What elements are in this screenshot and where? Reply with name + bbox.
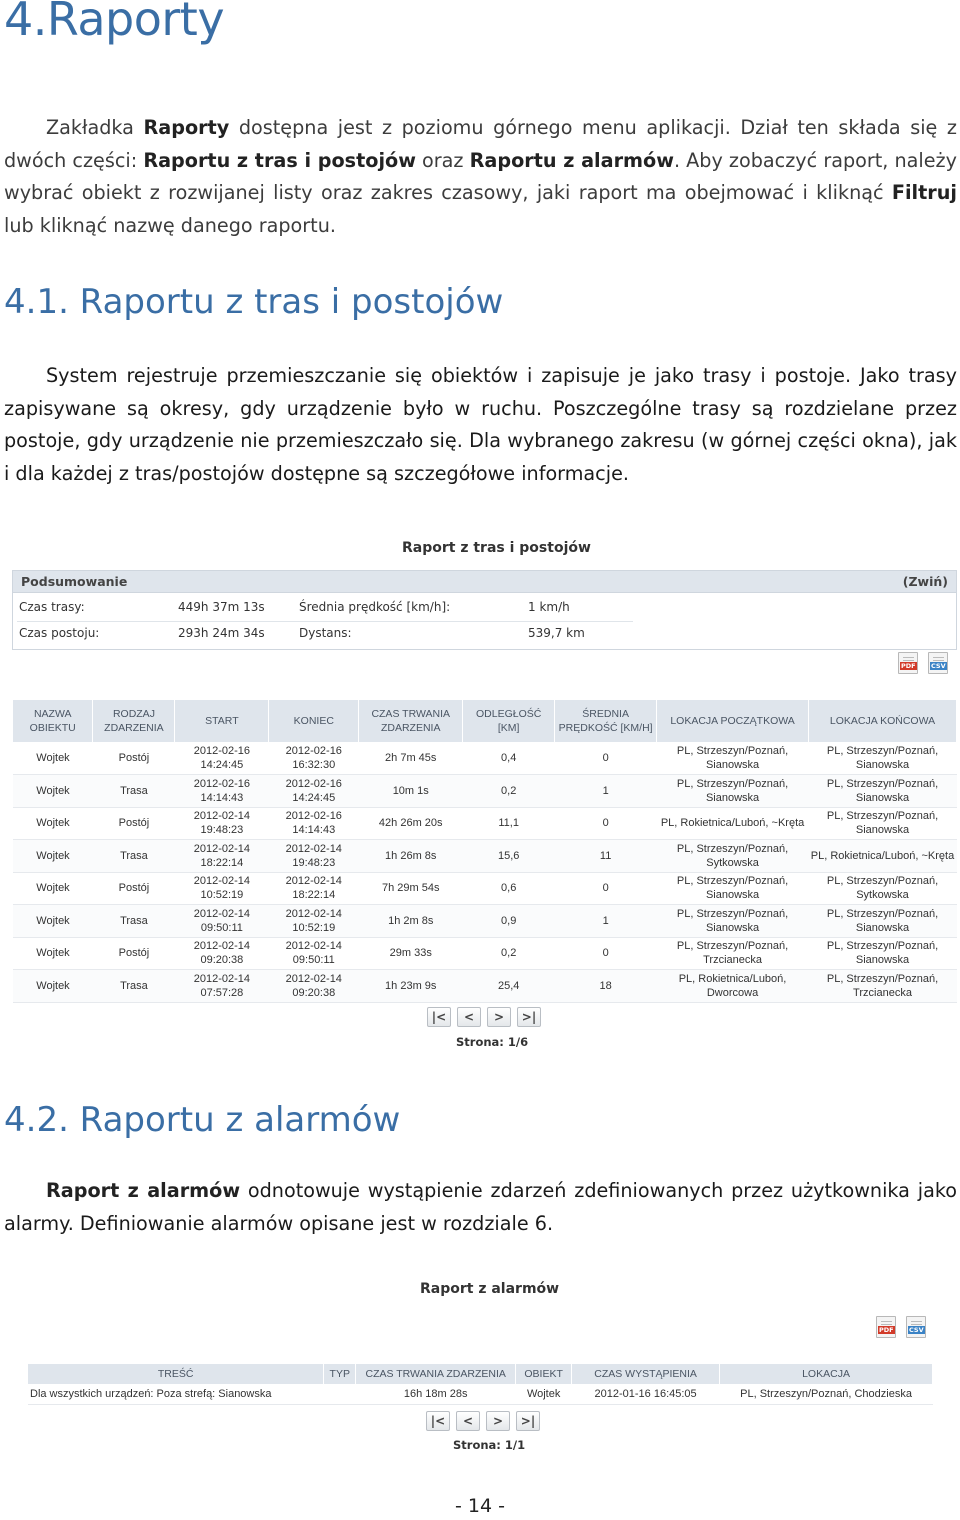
section-2-heading: 4.2. Raportu z alarmów [4, 1100, 401, 1140]
table-cell: 29m 33s [359, 937, 463, 970]
table-cell: 2012-02-14 10:52:19 [269, 905, 359, 938]
table-cell: PL, Strzeszyn/Poznań, Sianowska [809, 937, 957, 970]
table-cell: 2012-02-16 16:32:30 [269, 742, 359, 775]
summary-title: Podsumowanie [21, 574, 128, 589]
table-cell: 0 [555, 742, 657, 775]
table-cell: 2012-02-14 07:57:28 [175, 970, 269, 1003]
table-cell: 2012-02-16 14:14:43 [175, 775, 269, 808]
col-typ[interactable]: TYP [324, 1364, 356, 1384]
table-cell: 2012-02-16 14:14:43 [269, 807, 359, 840]
table-cell: PL, Strzeszyn/Poznań, Sianowska [657, 872, 809, 905]
table-cell: 0,9 [463, 905, 555, 938]
table-cell: PL, Strzeszyn/Poznań, Trzcianecka [809, 970, 957, 1003]
summary-czas-postoju-value: 293h 24m 34s [178, 626, 265, 640]
first-page-button[interactable]: |< [426, 1411, 450, 1431]
intro-text-1: Zakładka [46, 116, 144, 139]
table-cell: Dla wszystkich urządzeń: Poza strefą: Sianowska [28, 1384, 324, 1404]
table-cell: Wojtek [516, 1384, 572, 1404]
table-cell: Wojtek [13, 872, 93, 905]
table-cell: 0,4 [463, 742, 555, 775]
page-heading: 4.Raporty [4, 0, 225, 46]
routes-table [13, 700, 957, 1003]
table-cell: 1h 2m 8s [359, 905, 463, 938]
table-cell: PL, Strzeszyn/Poznań, Sianowska [657, 742, 809, 775]
table-cell: 2012-02-14 19:48:23 [175, 807, 269, 840]
table-cell: PL, Rokietnica/Luboń, ~Kręta [809, 840, 957, 873]
table-cell: 2012-02-14 18:22:14 [269, 872, 359, 905]
table-cell: PL, Strzeszyn/Poznań, Sianowska [809, 742, 957, 775]
col-obiekt[interactable]: OBIEKT [516, 1364, 572, 1384]
table-cell: Postój [93, 742, 175, 775]
table-cell: 2h 7m 45s [359, 742, 463, 775]
table-cell: 2012-02-16 14:24:45 [175, 742, 269, 775]
table-row[interactable] [13, 872, 957, 905]
table-cell: 1h 26m 8s [359, 840, 463, 873]
next-page-button[interactable]: > [487, 1007, 511, 1027]
last-page-button[interactable]: >| [517, 1007, 541, 1027]
col-srednia[interactable]: ŚREDNIA PRĘDKOŚĆ [KM/H] [555, 700, 657, 742]
alarms-table [28, 1364, 933, 1405]
intro-bold-2: Raportu z tras i postojów [143, 148, 416, 172]
summary-panel [12, 570, 957, 650]
col-lokacja-pocz[interactable]: LOKACJA POCZĄTKOWA [657, 700, 809, 742]
summary-czas-trasy-value: 449h 37m 13s [178, 600, 265, 614]
intro-text-5: lub kliknąć nazwę danego raportu. [4, 213, 336, 237]
col-nazwa[interactable]: NAZWA OBIEKTU [13, 700, 93, 742]
table-cell: 15,6 [463, 840, 555, 873]
table-cell: 0 [555, 807, 657, 840]
page-number: - 14 - [455, 1495, 505, 1517]
table-cell: 1h 23m 9s [359, 970, 463, 1003]
table-cell: 1 [555, 905, 657, 938]
section-1-heading: 4.1. Raportu z tras i postojów [4, 282, 504, 322]
table-cell: 2012-02-14 19:48:23 [269, 840, 359, 873]
col-koniec[interactable]: KONIEC [269, 700, 359, 742]
routes-page-label: Strona: 1/6 [456, 1035, 529, 1049]
table-cell: 2012-02-14 10:52:19 [175, 872, 269, 905]
next-page-button[interactable]: > [486, 1411, 510, 1431]
table-cell: 0,6 [463, 872, 555, 905]
col-start[interactable]: START [175, 700, 269, 742]
routes-pager [427, 1007, 541, 1027]
pdf-icon[interactable] [876, 1316, 896, 1338]
table-cell: Trasa [93, 840, 175, 873]
table-row[interactable] [13, 970, 957, 1003]
report-2-title: Raport z alarmów [420, 1281, 560, 1297]
col-czas-wystapienia[interactable]: CZAS WYSTĄPIENIA [572, 1364, 720, 1384]
table-cell: Postój [93, 872, 175, 905]
collapse-link[interactable]: (Zwiń) [902, 574, 948, 589]
intro-text-2: dostępna jest z poziomu górnego menu aplikacji. Dział ten składa się z dwóch części: [4, 116, 957, 172]
table-cell: PL, Strzeszyn/Poznań, Chodzieska [720, 1384, 933, 1404]
col-rodzaj[interactable]: RODZAJ ZDARZENIA [93, 700, 175, 742]
table-row[interactable] [13, 775, 957, 808]
intro-bold-4: Filtruj [891, 181, 957, 204]
table-cell: Trasa [93, 775, 175, 808]
table-row[interactable] [13, 742, 957, 775]
table-cell: 10m 1s [359, 775, 463, 808]
table-cell [324, 1384, 356, 1404]
table-cell: 2012-02-14 09:20:38 [269, 970, 359, 1003]
pdf-icon[interactable] [898, 652, 918, 674]
col-tresc[interactable]: TREŚĆ [28, 1364, 324, 1384]
section-2-text: odnotowuje wystąpienie zdarzeń zdefiniowanych przez użytkownika jako alarmy. Definiowanie alarmów opisane jest w rozdziale 6. [4, 1179, 957, 1235]
table-cell: PL, Strzeszyn/Poznań, Sianowska [809, 905, 957, 938]
summary-dystans-value: 539,7 km [528, 626, 585, 640]
summary-czas-postoju-label: Czas postoju: [19, 626, 100, 640]
intro-bold-1: Raporty [143, 116, 230, 139]
prev-page-button[interactable]: < [456, 1411, 480, 1431]
pdf-icon-label: PDF [901, 662, 916, 670]
section-2-bold: Raport z alarmów [46, 1179, 241, 1202]
table-cell: 2012-02-16 14:24:45 [269, 775, 359, 808]
table-cell: Postój [93, 937, 175, 970]
summary-czas-trasy-label: Czas trasy: [19, 600, 85, 614]
table-cell: Wojtek [13, 937, 93, 970]
table-cell: PL, Strzeszyn/Poznań, Trzcianecka [657, 937, 809, 970]
table-cell: 7h 29m 54s [359, 872, 463, 905]
table-cell: Wojtek [13, 775, 93, 808]
table-row[interactable] [28, 1384, 933, 1404]
table-cell: PL, Strzeszyn/Poznań, Sytkowska [809, 872, 957, 905]
table-row[interactable] [13, 905, 957, 938]
table-row[interactable] [13, 807, 957, 840]
table-cell: Wojtek [13, 905, 93, 938]
table-cell: 2012-01-16 16:45:05 [572, 1384, 720, 1404]
table-cell: 0,2 [463, 937, 555, 970]
summary-header [13, 571, 956, 593]
table-cell: 18 [555, 970, 657, 1003]
table-cell: PL, Strzeszyn/Poznań, Sianowska [657, 905, 809, 938]
csv-icon[interactable] [906, 1316, 926, 1338]
table-row[interactable] [13, 840, 957, 873]
intro-text-3: oraz [415, 148, 470, 172]
table-cell: 2012-02-14 09:20:38 [175, 937, 269, 970]
alarms-page-label: Strona: 1/1 [453, 1438, 526, 1452]
csv-icon-label: CSV [909, 1326, 924, 1334]
table-cell: Postój [93, 807, 175, 840]
table-cell: PL, Strzeszyn/Poznań, Sytkowska [657, 840, 809, 873]
col-lokacja[interactable]: LOKACJA [720, 1364, 933, 1384]
section-1-paragraph [4, 360, 957, 490]
table-cell: 2012-02-14 09:50:11 [175, 905, 269, 938]
table-cell: PL, Strzeszyn/Poznań, Sianowska [809, 775, 957, 808]
table-cell: 1 [555, 775, 657, 808]
alarms-table-header [28, 1364, 933, 1384]
table-cell: PL, Strzeszyn/Poznań, Sianowska [809, 807, 957, 840]
intro-paragraph [4, 112, 957, 242]
table-cell: 0,2 [463, 775, 555, 808]
table-cell: PL, Strzeszyn/Poznań, Sianowska [657, 775, 809, 808]
summary-dystans-label: Dystans: [299, 626, 352, 640]
table-cell: 0 [555, 872, 657, 905]
prev-page-button[interactable]: < [457, 1007, 481, 1027]
table-cell: Wojtek [13, 970, 93, 1003]
intro-bold-3: Raportu z alarmów [469, 148, 674, 172]
table-cell: 11 [555, 840, 657, 873]
report-1-title: Raport z tras i postojów [402, 540, 591, 556]
routes-table-header [13, 700, 957, 742]
pdf-icon-label: PDF [879, 1326, 894, 1334]
table-cell: 0 [555, 937, 657, 970]
table-cell: 2012-02-14 18:22:14 [175, 840, 269, 873]
table-cell: 11,1 [463, 807, 555, 840]
intro-text-4: . Aby zobaczyć raport, należy wybrać obiekt z rozwijanej listy oraz zakres czasowy, jaki raport ma obejmować i kliknąć [4, 148, 957, 204]
table-cell: Wojtek [13, 742, 93, 775]
table-cell: Trasa [93, 970, 175, 1003]
last-page-button[interactable]: >| [516, 1411, 540, 1431]
table-row[interactable] [13, 937, 957, 970]
table-cell: 16h 18m 28s [356, 1384, 516, 1404]
table-cell: 42h 26m 20s [359, 807, 463, 840]
first-page-button[interactable]: |< [427, 1007, 451, 1027]
col-odleglosc[interactable]: ODLEGŁOŚĆ [KM] [463, 700, 555, 742]
csv-icon-label: CSV [931, 662, 946, 670]
table-cell: PL, Rokietnica/Luboń, Dworcowa [657, 970, 809, 1003]
alarms-pager [426, 1411, 540, 1431]
col-czas-trwania[interactable]: CZAS TRWANIA ZDARZENIA [359, 700, 463, 742]
col-lokacja-konc[interactable]: LOKACJA KOŃCOWA [809, 700, 957, 742]
section-1-text: System rejestruje przemieszczanie się obiektów i zapisuje je jako trasy i postoje. Jako trasy zapisywane są okresy, gdy urządzenie było w ruchu. Poszczególne trasy są rozdzielane przez postoje, gdy urządzenie nie przemieszczało się. Dla wybranego zakresu (w górnej części okna), jak i dla każdej z tras/postojów dostępne są szczegółowe informacje. [4, 364, 957, 485]
summary-divider [17, 621, 633, 622]
table-cell: Wojtek [13, 840, 93, 873]
table-cell: Wojtek [13, 807, 93, 840]
col-czas-trwania-zdarzenia[interactable]: CZAS TRWANIA ZDARZENIA [356, 1364, 516, 1384]
table-cell: 25,4 [463, 970, 555, 1003]
section-2-paragraph [4, 1175, 957, 1240]
table-cell: Trasa [93, 905, 175, 938]
csv-icon[interactable] [928, 652, 948, 674]
summary-srednia-value: 1 km/h [528, 600, 570, 614]
table-cell: 2012-02-14 09:50:11 [269, 937, 359, 970]
summary-srednia-label: Średnia prędkość [km/h]: [299, 600, 451, 614]
table-cell: PL, Rokietnica/Luboń, ~Kręta [657, 807, 809, 840]
